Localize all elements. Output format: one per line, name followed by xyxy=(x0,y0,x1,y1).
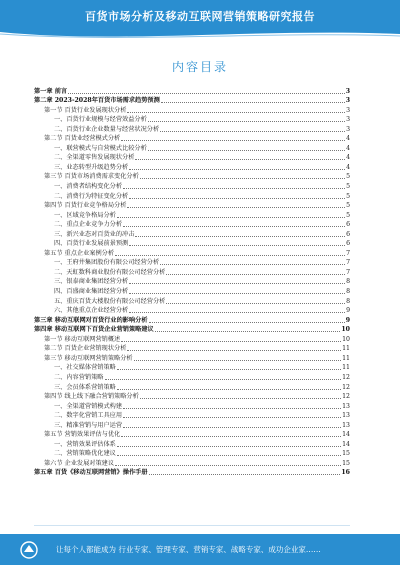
toc-entry-label: 三、会员体系营销策略 xyxy=(54,383,116,391)
toc-entry-page: 11 xyxy=(342,354,350,362)
toc-entry[interactable] xyxy=(34,162,350,172)
toc-entry[interactable] xyxy=(34,411,350,421)
brand-logo-icon xyxy=(18,540,40,560)
toc-entry[interactable] xyxy=(34,191,350,201)
toc-entry-label: 二、内容营销策略 xyxy=(54,373,104,381)
toc-entry-page: 7 xyxy=(346,249,350,257)
toc-entry[interactable] xyxy=(34,105,350,115)
toc-entry-label: 六、其他重点企业经营分析 xyxy=(54,307,129,315)
toc-entry-label: 第四节 百货行业竞争格局分析 xyxy=(44,202,127,210)
toc-entry-label: 一、百货行业规模与经营效益分析 xyxy=(54,116,147,124)
toc-entry-page: 8 xyxy=(346,288,350,296)
toc-heading: 内容目录 xyxy=(171,60,228,74)
toc-entry-page: 4 xyxy=(346,154,350,162)
footer-slogan: 让每个人都能成为 行业专家、管理专家、营销专家、战略专家、成功企业家…… xyxy=(56,545,321,554)
toc-entry[interactable] xyxy=(34,201,350,211)
toc-leader-dots xyxy=(123,226,345,227)
toc-entry[interactable] xyxy=(34,306,350,316)
toc-entry-label: 第三节 百货市场消费需求变化分析 xyxy=(44,173,139,181)
toc-entry-page: 9 xyxy=(345,316,350,324)
toc-entry-label: 二、消费行为特征变化分析 xyxy=(54,192,129,200)
header-swoosh-decoration xyxy=(0,28,400,42)
toc-entry[interactable] xyxy=(34,229,350,239)
toc-entry[interactable] xyxy=(34,239,350,249)
toc-entry-page: 5 xyxy=(346,192,350,200)
toc-entry[interactable] xyxy=(34,353,350,363)
toc-entry-label: 第五章 百货《移动互联网营销》操作手册 xyxy=(34,469,148,477)
toc-leader-dots xyxy=(123,417,341,418)
toc-leader-dots xyxy=(148,121,345,122)
toc-entry[interactable] xyxy=(34,315,350,325)
toc-leader-dots xyxy=(160,264,345,265)
toc-leader-dots xyxy=(127,350,341,351)
toc-entry-page: 13 xyxy=(342,402,350,410)
toc-leader-dots xyxy=(166,303,345,304)
toc-entry-page: 8 xyxy=(346,297,350,305)
toc-entry-page: 3 xyxy=(346,116,350,124)
toc-entry-page: 12 xyxy=(342,373,350,381)
toc-leader-dots xyxy=(121,341,341,342)
toc-entry-label: 第二节 百货业经营模式分析 xyxy=(44,135,121,143)
toc-entry-page: 11 xyxy=(342,364,350,372)
toc-entry-label: 二、重点企业竞争力分析 xyxy=(54,221,123,229)
toc-entry[interactable] xyxy=(34,86,350,96)
toc-leader-dots xyxy=(117,455,341,456)
toc-leader-dots xyxy=(115,255,345,256)
toc-entry[interactable] xyxy=(34,372,350,382)
page-footer xyxy=(0,534,400,565)
toc-entry-label: 第六节 企业发展对策建议 xyxy=(44,459,115,467)
toc-entry-label: 一、联营模式与自营模式比较分析 xyxy=(54,144,147,152)
toc-entry[interactable] xyxy=(34,220,350,230)
toc-leader-dots xyxy=(161,102,345,103)
toc-leader-dots xyxy=(129,198,345,199)
toc-entry[interactable] xyxy=(34,420,350,430)
toc-entry-label: 第一节 百货行业发展现状分析 xyxy=(44,106,127,114)
toc-entry[interactable] xyxy=(34,115,350,125)
toc-entry-page: 5 xyxy=(346,211,350,219)
toc-entry-label: 二、数字化营销工具应用 xyxy=(54,412,123,420)
toc-entry-page: 11 xyxy=(342,345,350,353)
toc-leader-dots xyxy=(149,322,345,323)
page-divider xyxy=(34,525,350,526)
toc-leader-dots xyxy=(155,331,341,332)
toc-entry-label: 四、百盛商业集团经营分析 xyxy=(54,288,129,296)
toc-entry-label: 第三章 移动互联网对百货行业的影响分析 xyxy=(34,316,148,324)
toc-entry-label: 一、消费者结构变化分析 xyxy=(54,183,123,191)
toc-entry-page: 14 xyxy=(342,440,350,448)
toc-entry-label: 三、业态转型升级趋势分析 xyxy=(54,163,129,171)
toc-entry-page: 3 xyxy=(346,106,350,114)
toc-entry-page: 14 xyxy=(342,431,350,439)
toc-entry[interactable] xyxy=(34,258,350,268)
toc-entry-label: 第五节 营销效果评估与优化 xyxy=(44,431,121,439)
toc-entry[interactable] xyxy=(34,449,350,459)
toc-leader-dots xyxy=(127,207,345,208)
toc-entry-page: 7 xyxy=(346,268,350,276)
toc-leader-dots xyxy=(121,436,341,437)
toc-entry-page: 5 xyxy=(346,183,350,191)
toc-entry[interactable] xyxy=(34,277,350,287)
toc-entry-page: 15 xyxy=(342,450,350,458)
toc-entry[interactable] xyxy=(34,210,350,220)
toc-entry[interactable] xyxy=(34,267,350,277)
toc-entry[interactable] xyxy=(34,458,350,468)
toc-leader-dots xyxy=(129,169,345,170)
toc-entry-label: 第四节 线上线下融合营销策略分析 xyxy=(44,393,139,401)
toc-entry[interactable] xyxy=(34,286,350,296)
toc-entry[interactable] xyxy=(34,325,350,335)
toc-entry-page: 4 xyxy=(346,135,350,143)
toc-entry[interactable] xyxy=(34,172,350,182)
toc-entry-page: 5 xyxy=(346,202,350,210)
toc-leader-dots xyxy=(129,293,345,294)
toc-entry-label: 第一节 移动互联网营销概述 xyxy=(44,335,121,343)
toc-entry-label: 三、新兴业态对百货业的冲击 xyxy=(54,230,135,238)
toc-entry[interactable] xyxy=(34,153,350,163)
toc-entry-label: 第二节 百货企业营销现状分析 xyxy=(44,345,127,353)
toc-leader-dots xyxy=(127,112,345,113)
toc-entry-label: 二、天虹数科商业股份有限公司经营分析 xyxy=(54,268,166,276)
toc-leader-dots xyxy=(134,360,342,361)
toc-leader-dots xyxy=(121,140,345,141)
toc-entry-label: 第四章 移动互联网下百货企业营销策略建议 xyxy=(34,326,154,334)
toc-entry-page: 13 xyxy=(342,421,350,429)
toc-entry[interactable] xyxy=(34,382,350,392)
toc-leader-dots xyxy=(115,465,341,466)
toc-entry-page: 5 xyxy=(346,173,350,181)
toc-leader-dots xyxy=(160,131,345,132)
toc-leader-dots xyxy=(123,427,341,428)
toc-leader-dots xyxy=(123,408,341,409)
toc-entry-page: 6 xyxy=(346,240,350,248)
toc-leader-dots xyxy=(140,178,345,179)
toc-entry[interactable] xyxy=(34,96,350,106)
toc-leader-dots xyxy=(135,236,345,237)
toc-entry[interactable] xyxy=(34,439,350,449)
toc-entry[interactable] xyxy=(34,143,350,153)
toc-entry-label: 四、百货行业发展前景预测 xyxy=(54,240,129,248)
toc-entry-page: 10 xyxy=(342,335,350,343)
toc-entry-page: 9 xyxy=(346,307,350,315)
toc-entry-label: 三、银泰商业集团经营分析 xyxy=(54,278,129,286)
toc-entry[interactable] xyxy=(34,392,350,402)
toc-entry-label: 二、营销策略优化建议 xyxy=(54,450,116,458)
toc-entry[interactable] xyxy=(34,363,350,373)
toc-entry[interactable] xyxy=(34,248,350,258)
toc-entry[interactable] xyxy=(34,334,350,344)
toc-entry-label: 二、全渠道零售发展现状分析 xyxy=(54,154,135,162)
toc-entry[interactable] xyxy=(34,181,350,191)
toc-entry-page: 3 xyxy=(346,125,350,133)
toc-entry-page: 12 xyxy=(342,393,350,401)
page-header xyxy=(0,0,400,32)
toc-entry-page: 3 xyxy=(345,97,350,105)
toc-leader-dots xyxy=(117,389,341,390)
toc-leader-dots xyxy=(129,312,345,313)
toc-entry-page: 12 xyxy=(342,383,350,391)
toc-leader-dots xyxy=(166,274,345,275)
toc-entry-label: 一、区域竞争格局分析 xyxy=(54,211,116,219)
toc-leader-dots xyxy=(129,245,345,246)
toc-entry-page: 10 xyxy=(341,326,350,334)
toc-leader-dots xyxy=(105,379,342,380)
toc-leader-dots xyxy=(117,446,341,447)
toc-entry-page: 4 xyxy=(346,144,350,152)
toc-entry-label: 一、社交媒体营销策略 xyxy=(54,364,116,372)
toc-entry-label: 五、重庆百货大楼股份有限公司经营分析 xyxy=(54,297,166,305)
toc-entry-page: 13 xyxy=(342,412,350,420)
toc-leader-dots xyxy=(135,159,345,160)
toc-entry-label: 一、全渠道营销模式构建 xyxy=(54,402,123,410)
toc-leader-dots xyxy=(117,369,341,370)
toc-entry-page: 4 xyxy=(346,163,350,171)
toc-leader-dots xyxy=(117,217,345,218)
toc-leader-dots xyxy=(123,188,345,189)
toc-entry-label: 第二章 2023-2028年百货市场需求趋势预测 xyxy=(34,97,160,105)
toc-leader-dots xyxy=(68,93,345,94)
toc-entry-label: 一、王府井集团股份有限公司经营分析 xyxy=(54,259,160,267)
toc-leader-dots xyxy=(129,283,345,284)
toc-entry[interactable] xyxy=(34,124,350,134)
toc-entry[interactable] xyxy=(34,468,350,478)
toc-entry-label: 第一章 前言 xyxy=(34,87,68,95)
toc-entry[interactable] xyxy=(34,134,350,144)
toc-leader-dots xyxy=(148,150,345,151)
toc-entry-label: 一、营销效果评估体系 xyxy=(54,440,116,448)
toc-entry-page: 7 xyxy=(346,259,350,267)
toc-entry-page: 3 xyxy=(345,87,350,95)
toc-entry-label: 二、百货行业企业数量与经营状况分析 xyxy=(54,125,160,133)
toc-entry-label: 第三节 移动互联网营销策略分析 xyxy=(44,354,133,362)
toc-leader-dots xyxy=(140,398,341,399)
toc-entry-label: 三、精准营销与用户运营 xyxy=(54,421,123,429)
toc-entry-label: 第五节 重点企业案例分析 xyxy=(44,249,115,257)
toc-entry-page: 6 xyxy=(346,221,350,229)
toc-entry[interactable] xyxy=(34,296,350,306)
report-title: 百货市场分析及移动互联网营销策略研究报告 xyxy=(85,10,315,23)
toc-entry[interactable] xyxy=(34,430,350,440)
toc-entry-page: 6 xyxy=(346,230,350,238)
toc-leader-dots xyxy=(149,474,341,475)
toc-entry-page: 16 xyxy=(341,469,350,477)
toc-entry[interactable] xyxy=(34,401,350,411)
toc-entry-page: 15 xyxy=(342,459,350,467)
toc-entry[interactable] xyxy=(34,344,350,354)
toc-entry-page: 8 xyxy=(346,278,350,286)
table-of-contents xyxy=(34,86,350,477)
